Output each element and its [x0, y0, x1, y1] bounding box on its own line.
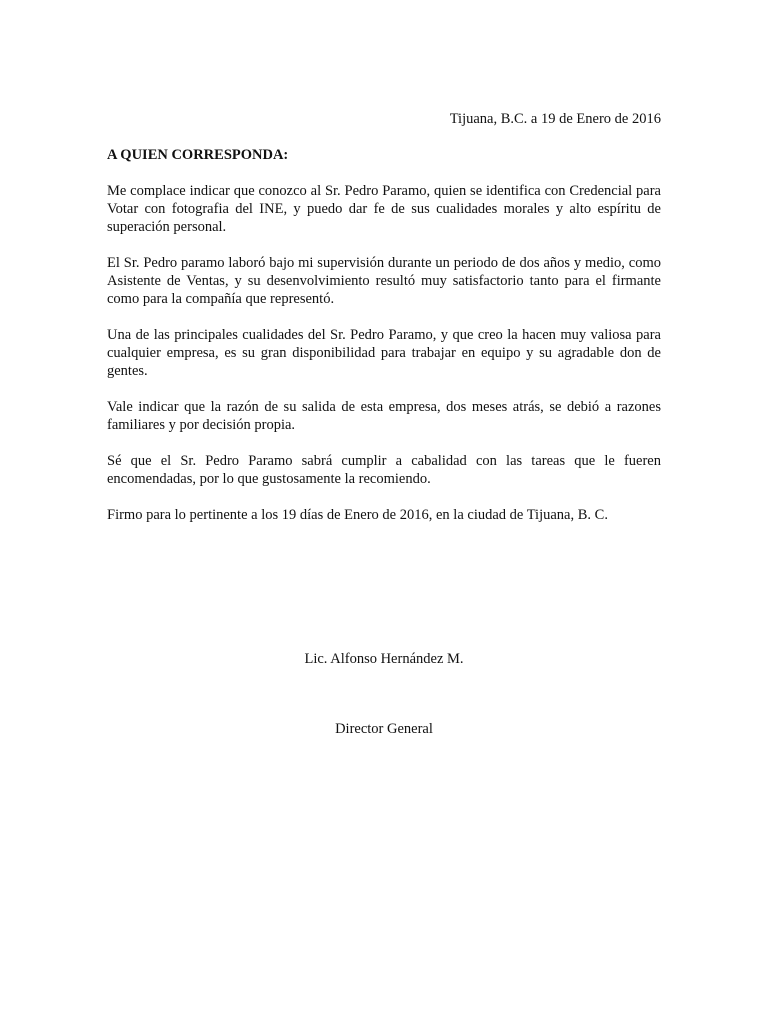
- paragraph-1: [107, 182, 661, 236]
- paragraph-4: [107, 398, 661, 434]
- paragraph-text: Una de las principales cualidades del Sr. Pedro Paramo, y que creo la hacen muy valiosa para cualquier empresa, es su gran disponibilidad para trabajar en equipo y su agradable don de gentes.: [107, 327, 661, 379]
- date-line: Tijuana, B.C. a 19 de Enero de 2016: [449, 111, 661, 127]
- signer-name: Lic. Alfonso Hernández M.: [304, 651, 464, 667]
- paragraph-text: Me complace indicar que conozco al Sr. Pedro Paramo, quien se identifica con Credencial para Votar con fotografia del INE, y puedo dar fe de sus cualidades morales y alto espíritu de superación personal.: [107, 183, 661, 235]
- paragraph-6: [107, 506, 661, 524]
- signer-title: Director General: [335, 721, 433, 737]
- paragraph-text: Sé que el Sr. Pedro Paramo sabrá cumplir a cabalidad con las tareas que le fueren encomendadas, por lo que gustosamente la recomiendo.: [107, 453, 661, 487]
- paragraph-text: El Sr. Pedro paramo laboró bajo mi supervisión durante un periodo de dos años y medio, como Asistente de Ventas, y su desenvolvimiento resultó muy satisfactorio tanto para el firmante como para la compañía que representó.: [107, 255, 661, 307]
- salutation: A QUIEN CORRESPONDA:: [107, 147, 289, 163]
- paragraph-3: [107, 326, 661, 380]
- paragraph-text: Vale indicar que la razón de su salida de esta empresa, dos meses atrás, se debió a razones familiares y por decisión propia.: [107, 399, 661, 433]
- paragraph-5: [107, 452, 661, 488]
- paragraph-text: Firmo para lo pertinente a los 19 días de Enero de 2016, en la ciudad de Tijuana, B. C.: [107, 507, 608, 523]
- paragraph-2: [107, 254, 661, 308]
